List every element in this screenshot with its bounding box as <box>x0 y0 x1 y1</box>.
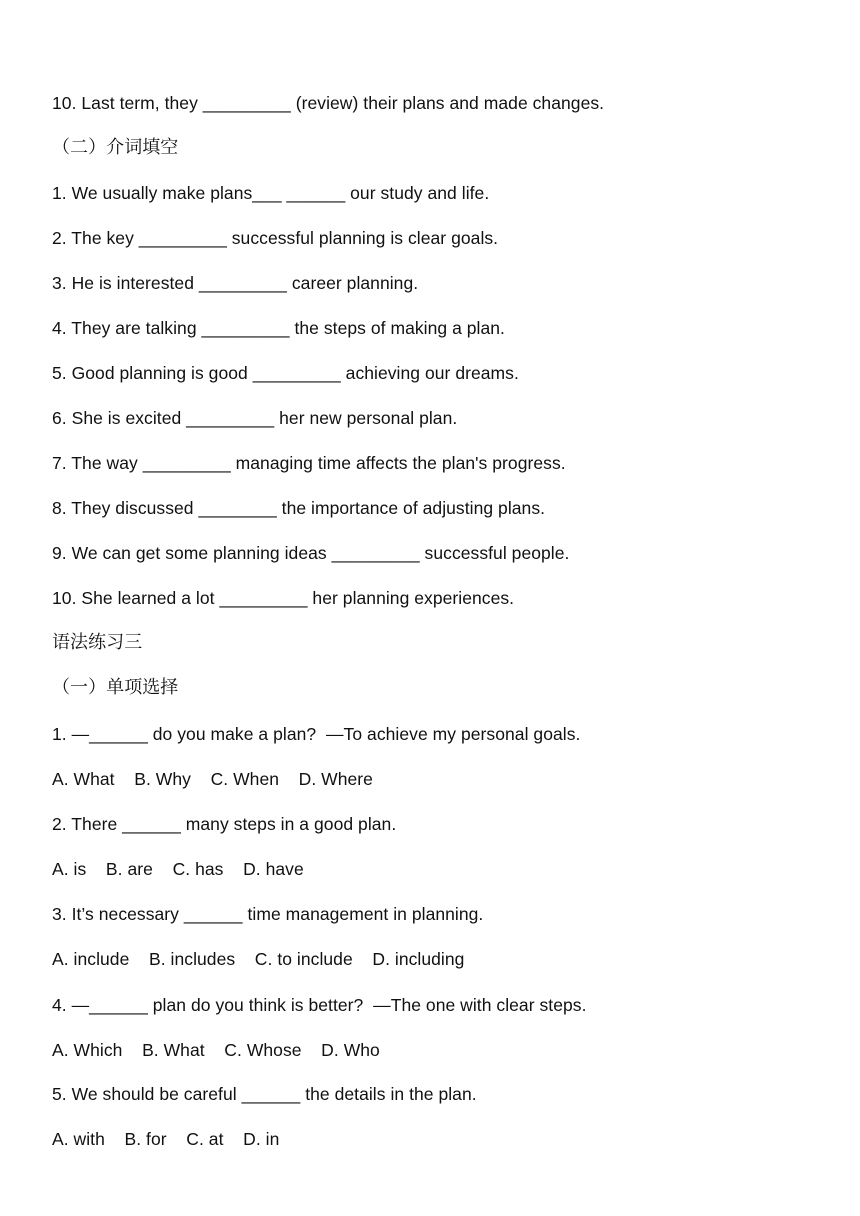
question-line: 2. The key _________ successful planning is clear goals. <box>52 228 499 248</box>
question-line: 7. The way _________ managing time affects the plan's progress. <box>52 453 566 473</box>
question-line: 3. It’s necessary ______ time management in planning. <box>52 904 484 924</box>
question-line: 1. We usually make plans___ ______ our study and life. <box>52 183 490 203</box>
question-line: 6. She is excited _________ her new personal plan. <box>52 408 458 428</box>
answer-options: A. What B. Why C. When D. Where <box>52 769 373 789</box>
question-line: 9. We can get some planning ideas _________ successful people. <box>52 543 570 563</box>
question-line: 2. There ______ many steps in a good plan. <box>52 814 397 834</box>
question-line: 10. Last term, they _________ (review) their plans and made changes. <box>52 93 605 113</box>
question-line: 1. —______ do you make a plan? —To achieve my personal goals. <box>52 724 581 744</box>
exercise-heading: 语法练习三 <box>52 632 143 653</box>
section-heading: （一）单项选择 <box>52 677 179 698</box>
answer-options: A. Which B. What C. Whose D. Who <box>52 1040 380 1060</box>
section-heading: （二）介词填空 <box>52 137 179 158</box>
answer-options: A. with B. for C. at D. in <box>52 1129 280 1149</box>
question-line: 5. We should be careful ______ the details in the plan. <box>52 1084 477 1104</box>
question-line: 3. He is interested _________ career planning. <box>52 273 419 293</box>
question-line: 5. Good planning is good _________ achieving our dreams. <box>52 363 519 383</box>
answer-options: A. is B. are C. has D. have <box>52 859 304 879</box>
question-line: 4. They are talking _________ the steps of making a plan. <box>52 318 505 338</box>
question-line: 8. They discussed ________ the importance of adjusting plans. <box>52 498 546 518</box>
answer-options: A. include B. includes C. to include D. including <box>52 949 465 969</box>
question-line: 10. She learned a lot _________ her planning experiences. <box>52 588 515 608</box>
question-line: 4. —______ plan do you think is better? —The one with clear steps. <box>52 995 587 1015</box>
